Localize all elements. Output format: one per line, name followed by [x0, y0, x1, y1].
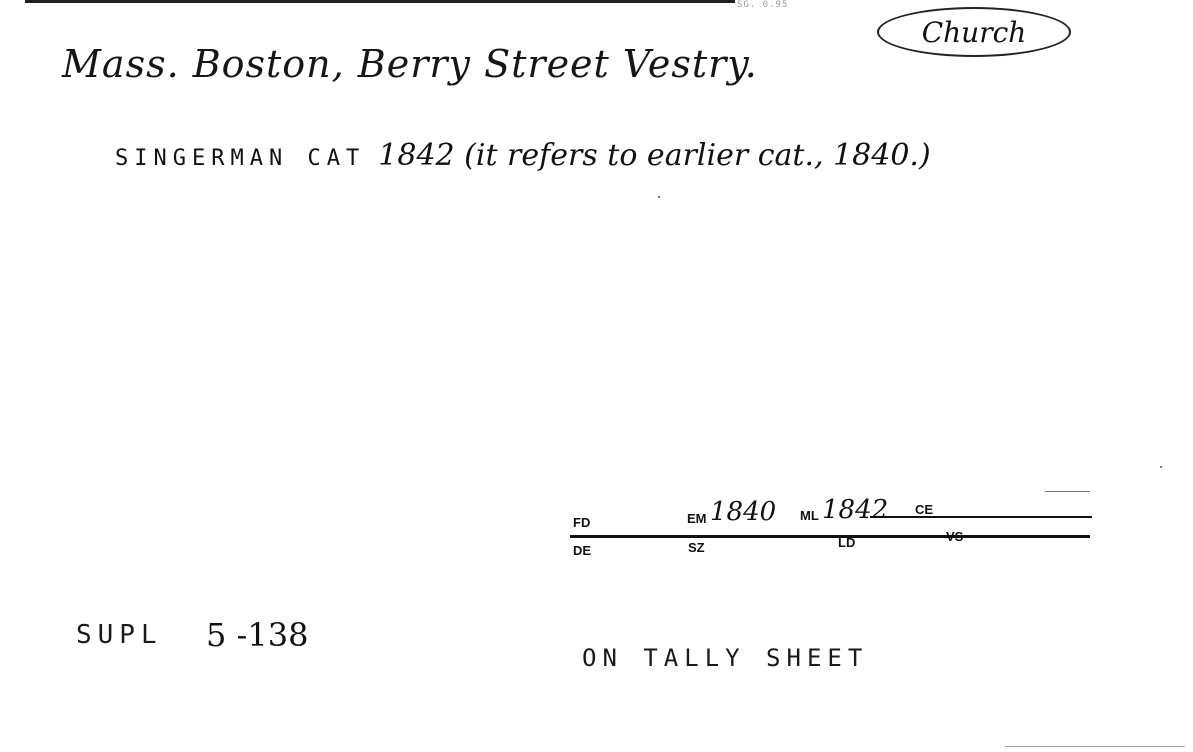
supl-value: 5 -138: [206, 616, 309, 654]
ml-label: ML: [800, 508, 819, 523]
category-tag-text: Church: [921, 15, 1027, 49]
card-heading: Mass. Boston, Berry Street Vestry.: [62, 42, 758, 86]
sz-label: SZ: [688, 540, 705, 555]
catalog-label: SINGERMAN CAT: [115, 146, 366, 171]
category-tag: [877, 7, 1071, 57]
field-rule: [570, 535, 1090, 538]
fd-label: FD: [573, 515, 591, 530]
stamp-text: SG. 0.95: [737, 0, 789, 10]
field-block: [570, 495, 1095, 565]
de-label: DE: [573, 543, 592, 558]
speck: [1160, 466, 1162, 468]
supl-label: SUPL: [76, 620, 163, 650]
speck: [1045, 491, 1090, 492]
em-value: 1840: [710, 497, 777, 527]
speck: [658, 196, 660, 198]
catalog-line: [115, 138, 931, 173]
ml-value: 1842: [822, 495, 889, 525]
top-edge-rule: [25, 0, 735, 3]
vs-label: VS: [946, 529, 964, 544]
speck: [1005, 746, 1185, 747]
em-label: EM: [687, 511, 707, 526]
tally-note: ON TALLY SHEET: [582, 644, 869, 672]
ce-label: CE: [915, 502, 934, 517]
ld-label: LD: [838, 535, 856, 550]
catalog-note: 1842 (it refers to earlier cat., 1840.): [378, 138, 931, 173]
field-rule-upper: [870, 516, 1092, 518]
